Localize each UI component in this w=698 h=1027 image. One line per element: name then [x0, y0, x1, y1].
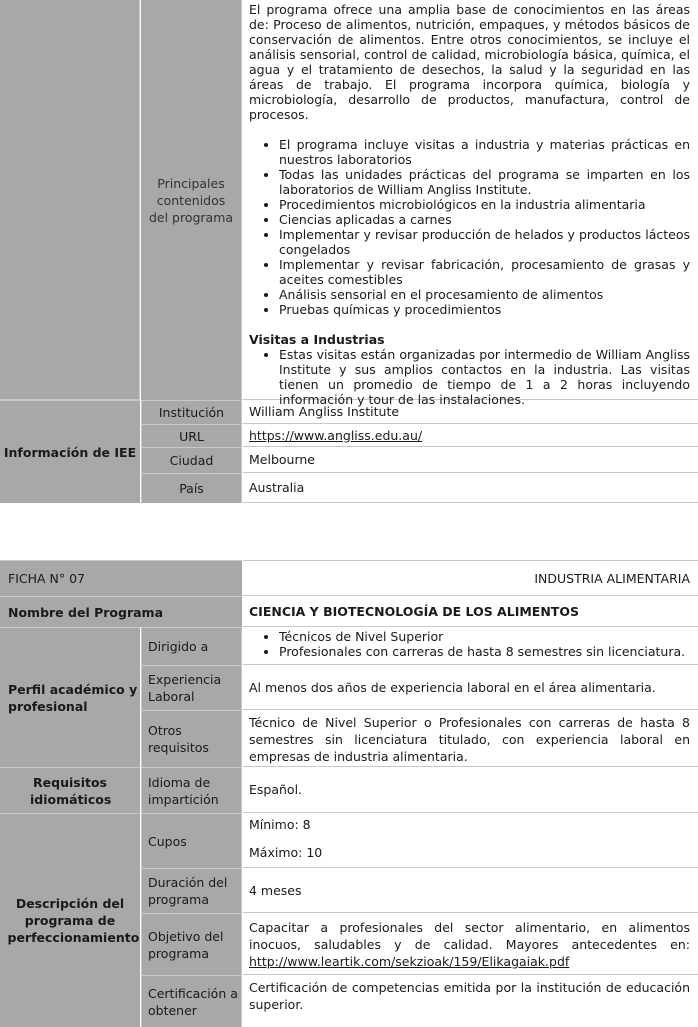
list-item: • Análisis sensorial en el procesamiento de alimentos	[279, 287, 690, 302]
language-label: Idioma de impartición	[141, 767, 242, 813]
experience-label: Experiencia Laboral	[141, 665, 242, 710]
objective-value	[243, 913, 698, 975]
list-item: • Pruebas químicas y procedimientos	[279, 302, 690, 317]
target-value	[243, 627, 698, 665]
certification-label: Certificación a obtener	[141, 975, 242, 1027]
other-req-value: Técnico de Nivel Superior o Profesionales con carreras de hasta 8 semestres sin licenciatura titulado, con experiencia laboral en empresas de industria alimentaria.	[243, 710, 698, 767]
duration-value: 4 meses	[243, 868, 698, 913]
url-value-cell	[243, 424, 698, 447]
institution-url-link[interactable]: https://www.angliss.edu.au/	[249, 427, 423, 443]
language-req-label: Requisitos idiomáticos	[0, 767, 140, 813]
target-list	[249, 629, 690, 659]
objective-text: Capacitar a profesionales del sector alimentario, en alimentos inocuos, saludables y de calidad. Mayores antecedentes en:	[249, 920, 690, 952]
profile-label: Perfil académico y profesional	[0, 627, 140, 767]
list-item: • El programa incluye visitas a industria y materias prácticas en nuestros laboratorios	[279, 137, 690, 167]
objective-label: Objetivo del programa	[141, 913, 242, 975]
duration-label: Duración del programa	[141, 868, 242, 913]
contents-intro: El programa ofrece una amplia base de conocimientos en las áreas de: Proceso de alimentos, nutrición, empaques, y métodos básicos de conservación de alimentos. Entre otros conocimientos, se incluye el análisis sensorial, control de calidad, microbiología básica, química, el agua y el tratamiento de desechos, la salud y la seguridad en las áreas de trabajo. El programa incorpora química, biología y microbiología, desarrollo de productos, manufactura, control de procesos.	[249, 2, 690, 122]
slots-label: Cupos	[141, 813, 242, 868]
iee-label: Información de IEE	[0, 400, 140, 503]
visits-list	[249, 347, 690, 407]
slots-min: Mínimo: 8	[249, 817, 311, 832]
sector-value: INDUSTRIA ALIMENTARIA	[243, 560, 698, 596]
slots-value	[243, 813, 698, 868]
certification-value: Certificación de competencias emitida por la institución de educación superior.	[249, 980, 690, 1012]
slots-max: Máximo: 10	[249, 845, 323, 860]
contents-list	[249, 137, 690, 317]
experience-value: Al menos dos años de experiencia laboral en el área alimentaria.	[243, 665, 698, 710]
list-item: • Estas visitas están organizadas por intermedio de William Angliss Institute y sus amplios contactos en la industria. Las visitas tienen un promedio de tiempo de 1 a 2 horas incluyendo información y tour de las instalaciones.	[279, 347, 690, 407]
ficha-number: FICHA N° 07	[0, 560, 242, 596]
list-item: • Implementar y revisar producción de helados y productos lácteos congelados	[279, 227, 690, 257]
language-value: Español.	[243, 767, 698, 813]
url-label: URL	[141, 424, 242, 447]
list-item: • Ciencias aplicadas a carnes	[279, 212, 690, 227]
city-value: Melbourne	[243, 447, 698, 473]
list-item: • Implementar y revisar fabricación, procesamiento de grasas y aceites comestibles	[279, 257, 690, 287]
program-name-label: Nombre del Programa	[0, 596, 242, 627]
program-name-value: CIENCIA Y BIOTECNOLOGÍA DE LOS ALIMENTOS	[243, 596, 698, 627]
list-item: • Procedimientos microbiológicos en la industria alimentaria	[279, 197, 690, 212]
description-label: Descripción del programa de perfeccionamiento	[0, 813, 140, 1027]
list-item: • Todas las unidades prácticas del programa se imparten en los laboratorios de William Angliss Institute.	[279, 167, 690, 197]
contents-label: Principales contenidos del programa	[141, 0, 242, 400]
list-item: • Profesionales con carreras de hasta 8 semestres sin licenciatura.	[279, 644, 690, 659]
country-label: País	[141, 473, 242, 503]
city-label: Ciudad	[141, 447, 242, 473]
target-label: Dirigido a	[141, 627, 242, 665]
objective-pdf-link[interactable]: http://www.leartik.com/sekzioak/159/Elikagaiak.pdf	[249, 954, 570, 969]
country-value: Australia	[243, 473, 698, 503]
other-req-label: Otros requisitos	[141, 710, 242, 767]
contents-cell	[243, 0, 698, 407]
institution-label: Institución	[141, 400, 242, 424]
list-item: • Técnicos de Nivel Superior	[279, 629, 690, 644]
institution-value: William Angliss Institute	[243, 400, 698, 424]
visits-heading: Visitas a Industrias	[249, 332, 385, 347]
